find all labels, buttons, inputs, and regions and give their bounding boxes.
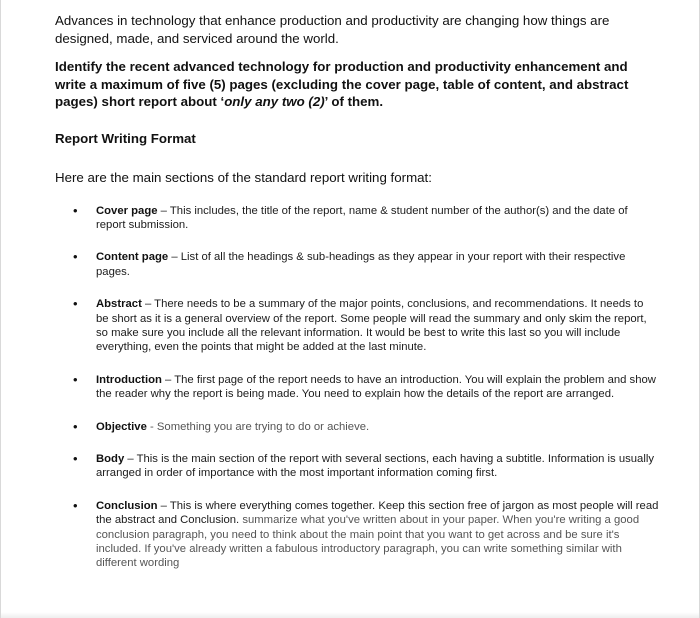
section-term: Body (96, 452, 125, 465)
section-description: - Something you are trying to do or achieve. (146, 420, 370, 433)
sections-lead: Here are the main sections of the standard report writing format: (55, 169, 432, 185)
section-description: – The first page of the report needs to have an introduction. You will explain the problem and show the reader why the report is being made. You need to explain how the details of the report are arranged. (96, 373, 656, 401)
list-item-introduction (55, 373, 659, 402)
list-item-body (55, 452, 659, 481)
section-term: Objective (96, 420, 147, 433)
section-term: Content page (96, 251, 169, 264)
list-item-conclusion (55, 499, 659, 571)
section-term: Introduction (96, 373, 162, 386)
list-item-abstract (55, 297, 659, 355)
bullet-icon: • (73, 249, 78, 265)
instruction-text: Identify the recent advanced technology for production and productivity enhancement and write a maximum of five (5) pages (excluding the cover page, table of content, and abstract pages) short report about ‘ (55, 59, 629, 109)
list-item-content-page (55, 250, 659, 279)
section-description: – List of all the headings & sub-headings as they appear in your report with their respective pages. (96, 251, 626, 278)
bullet-icon: • (73, 497, 78, 513)
bullet-icon: • (73, 296, 78, 312)
section-term: Abstract (96, 298, 142, 311)
section-description: – This is the main section of the report with several sections, each having a subtitle. Information is usually arranged in order of importance with the most important information coming first. (96, 452, 655, 480)
list-item-objective (55, 420, 659, 434)
section-term: Conclusion (96, 499, 158, 512)
assignment-instruction (55, 58, 659, 111)
bullet-icon: • (73, 371, 78, 387)
list-item-cover-page (55, 204, 659, 233)
section-description-continued: summarize what you've written about in your paper. When you're writing a good conclusion paragraph, you need to think about the main point that you want to get across and be sure it's included. If you've already written a fabulous introductory paragraph, you can write something similar with different wording (96, 514, 640, 570)
instruction-emphasis: only any two (2) (224, 94, 325, 109)
format-heading: Report Writing Format (55, 130, 196, 146)
section-description: – There needs to be a summary of the major points, conclusions, and recommendations. It needs to be short as it is a general overview of the report. Some people will read the summary and only skim the report, so make sure you include all the relevant information. It would be best to write this last so you will include everything, even the points that might be added at the last minute. (96, 298, 647, 354)
intro-paragraph: Advances in technology that enhance production and productivity are changing how things are designed, made, and serviced around the world. (55, 13, 610, 46)
section-description: – This includes, the title of the report, name & student number of the author(s) and the date of report submission. (96, 204, 628, 231)
instruction-text-end: ’ of them. (324, 94, 384, 109)
section-description: – This is where everything comes together. Keep this section free of jargon as most people will read the abstract and Conclusion. (96, 499, 659, 527)
bullet-icon: • (73, 418, 78, 434)
bullet-icon: • (73, 450, 78, 466)
report-sections-list (55, 204, 659, 571)
bullet-icon: • (73, 202, 78, 218)
section-term: Cover page (96, 204, 158, 217)
